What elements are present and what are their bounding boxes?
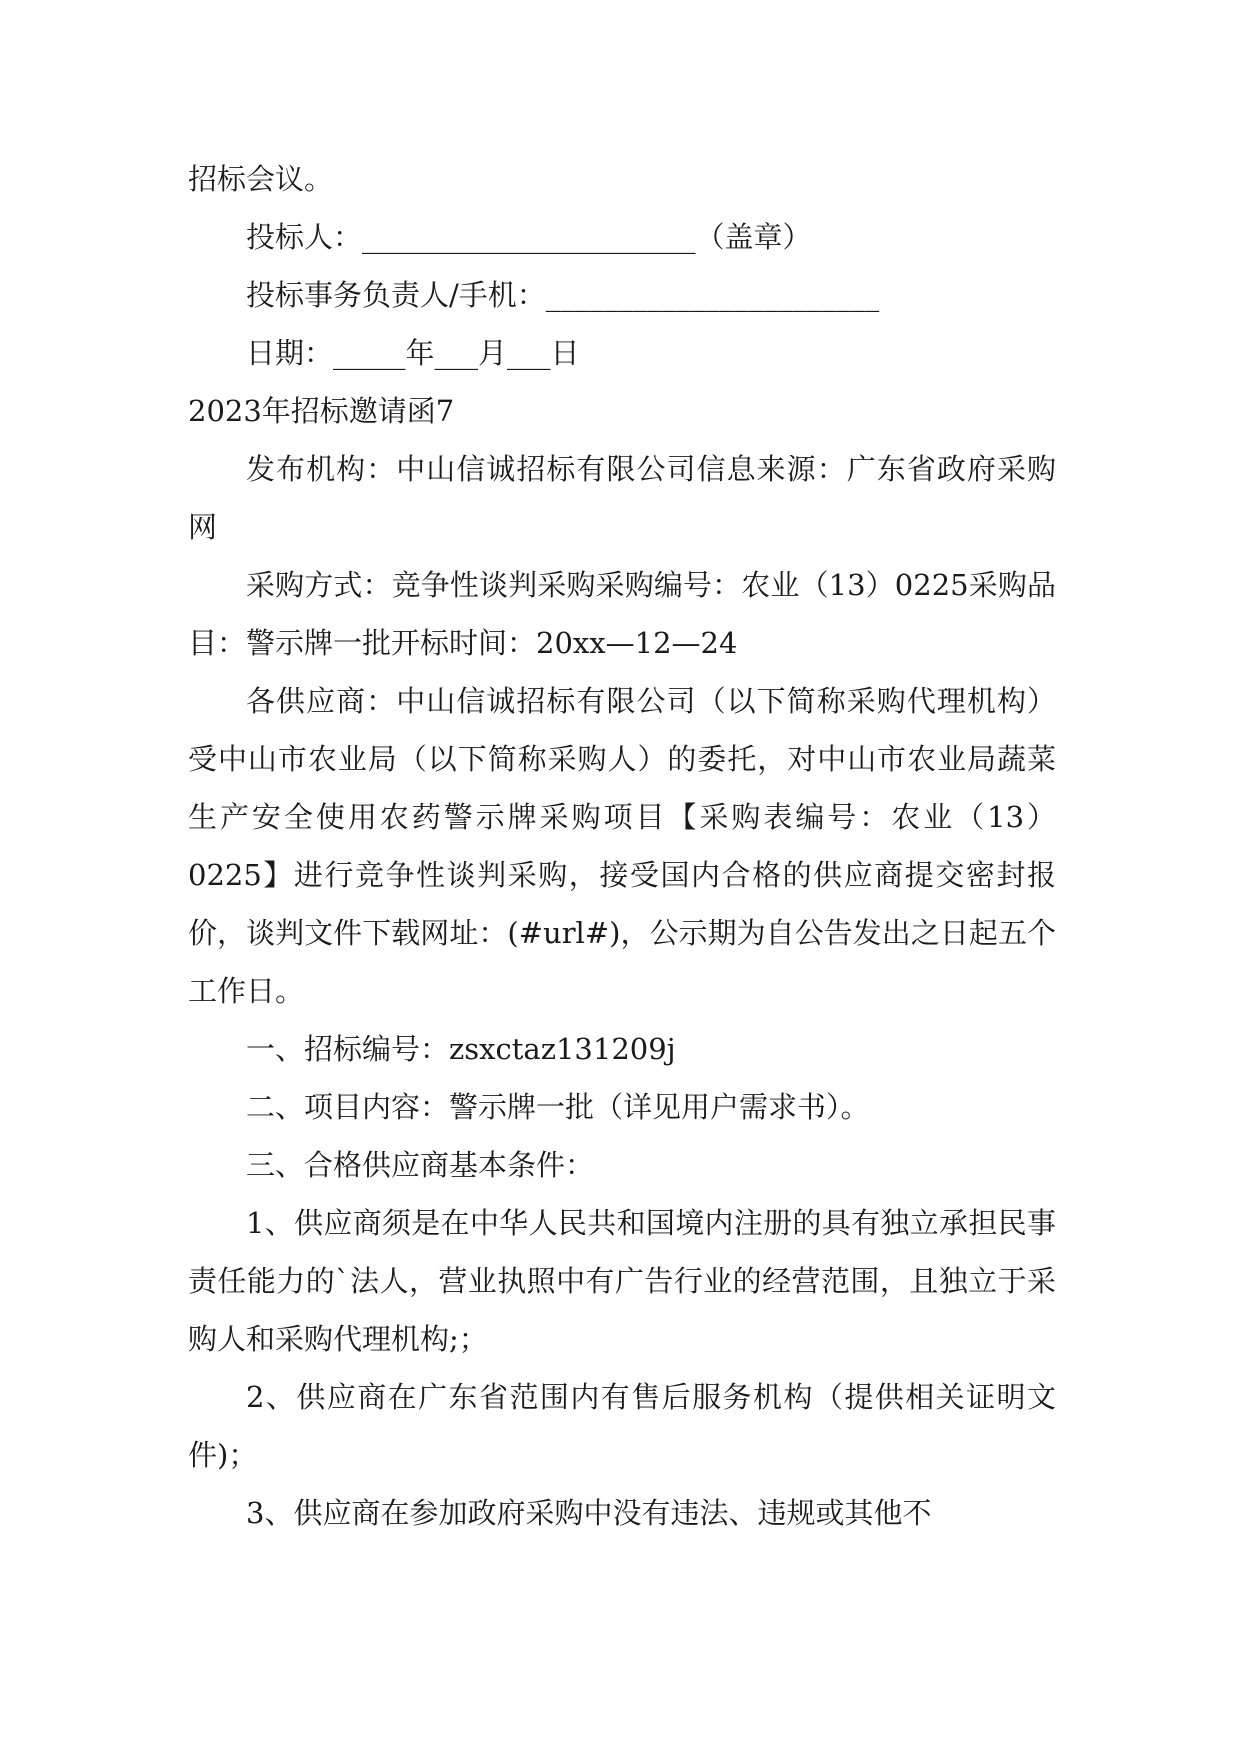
condition-1: 1、供应商须是在中华人民共和国境内注册的具有独立承担民事责任能力的`法人，营业执照中有广告行业的经营范围，且独立于采购人和采购代理机构;；: [188, 1206, 1056, 1356]
suppliers-paragraph: 各供应商：中山信诚招标有限公司（以下简称采购代理机构）受中山市农业局（以下简称采购人）的委托，对中山市农业局蔬菜生产安全使用农药警示牌采购项目【采购表编号：农业（13）0225】进行竞争性谈判采购，接受国内合格的供应商提交密封报价，谈判文件下载网址：(#url#)，公示期为自公告发出之日起五个工作日。: [188, 684, 1056, 1008]
contact-line: 投标事务负责人/手机：_______________________: [246, 278, 880, 312]
document-page: [188, 150, 1056, 1542]
section-title: 2023年招标邀请函7: [188, 394, 455, 428]
meeting-end-line: 招标会议。: [188, 162, 334, 196]
bidder-line: 投标人：_______________________（盖章）: [246, 220, 812, 254]
date-line: 日期：_____年___月___日: [246, 336, 580, 370]
item-project-content: 二、项目内容：警示牌一批（详见用户需求书）。: [246, 1090, 870, 1124]
condition-2: 2、供应商在广东省范围内有售后服务机构（提供相关证明文件)；: [188, 1380, 1056, 1472]
item-bid-number: 一、招标编号：zsxctaz131209j: [246, 1032, 676, 1066]
condition-3: 3、供应商在参加政府采购中没有违法、违规或其他不: [246, 1496, 932, 1530]
item-qualifications: 三、合格供应商基本条件：: [246, 1148, 595, 1182]
method-paragraph: 采购方式：竞争性谈判采购采购编号：农业（13）0225采购品目：警示牌一批开标时间：20xx—12—24: [188, 568, 1056, 660]
publisher-paragraph: 发布机构：中山信诚招标有限公司信息来源：广东省政府采购网: [188, 452, 1056, 544]
